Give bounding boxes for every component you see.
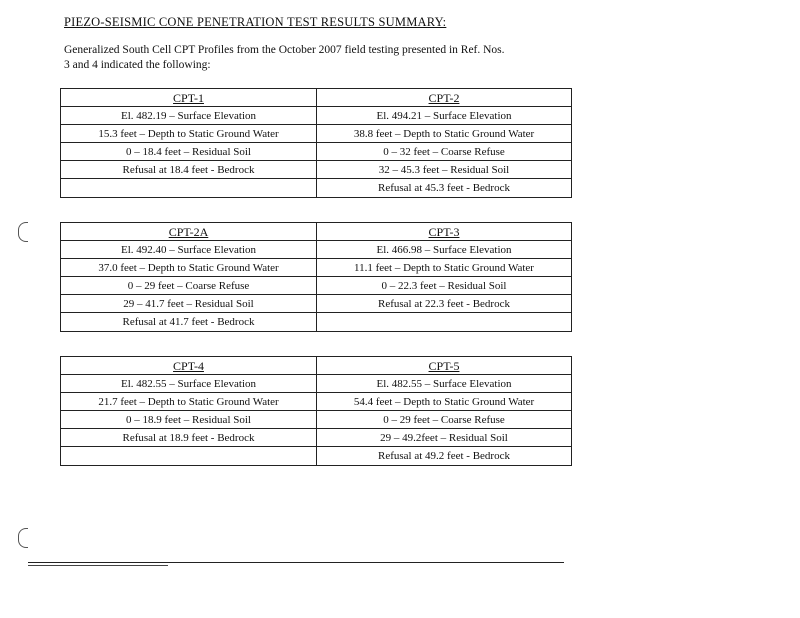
empty-cell xyxy=(317,313,571,331)
ground-water-depth: 54.4 feet – Depth to Static Ground Water xyxy=(317,393,571,411)
ground-water-depth: 38.8 feet – Depth to Static Ground Water xyxy=(317,125,571,143)
refusal-depth: Refusal at 45.3 feet - Bedrock xyxy=(378,182,510,194)
cpt-5-column xyxy=(316,357,571,465)
soil-layer: 32 – 45.3 feet – Residual Soil xyxy=(317,161,571,179)
refuse-layer: 0 – 29 feet – Coarse Refuse xyxy=(61,277,316,295)
surface-elevation: El. 482.19 – Surface Elevation xyxy=(61,107,316,125)
cpt-2-column xyxy=(316,89,571,197)
soil-layer: 29 – 49.2feet – Residual Soil xyxy=(317,429,571,447)
margin-bracket-mark xyxy=(18,528,28,548)
intro-paragraph xyxy=(64,43,554,73)
intro-line-2: 3 and 4 indicated the following: xyxy=(64,59,211,71)
cpt-title: CPT-2 xyxy=(317,89,571,107)
refusal-depth: Refusal at 49.2 feet - Bedrock xyxy=(378,450,510,462)
surface-elevation: El. 492.40 – Surface Elevation xyxy=(61,241,316,259)
ground-water-depth: 37.0 feet – Depth to Static Ground Water xyxy=(61,259,316,277)
cpt-title: CPT-3 xyxy=(317,223,571,241)
page-bottom-rule xyxy=(28,562,564,563)
refusal-depth: Refusal at 22.3 feet - Bedrock xyxy=(317,295,571,313)
cpt-title: CPT-4 xyxy=(61,357,316,375)
cpt-1-column xyxy=(61,89,316,197)
soil-layer: 29 – 41.7 feet – Residual Soil xyxy=(61,295,316,313)
cpt-2a-column xyxy=(61,223,316,331)
empty-cell xyxy=(61,179,316,197)
ground-water-depth: 21.7 feet – Depth to Static Ground Water xyxy=(61,393,316,411)
cpt-title: CPT-1 xyxy=(61,89,316,107)
refuse-layer: 0 – 29 feet – Coarse Refuse xyxy=(317,411,571,429)
soil-layer: 0 – 18.4 feet – Residual Soil xyxy=(61,143,316,161)
surface-elevation: El. 466.98 – Surface Elevation xyxy=(317,241,571,259)
refusal-depth: Refusal at 18.9 feet - Bedrock xyxy=(61,429,316,447)
margin-bracket-mark xyxy=(18,222,28,242)
soil-layer: 0 – 22.3 feet – Residual Soil xyxy=(317,277,571,295)
cpt-table-block-2 xyxy=(60,222,572,332)
surface-elevation: El. 494.21 – Surface Elevation xyxy=(317,107,571,125)
cpt-3-column xyxy=(316,223,571,331)
refusal-depth: Refusal at 18.4 feet - Bedrock xyxy=(61,161,316,179)
soil-layer: 0 – 18.9 feet – Residual Soil xyxy=(61,411,316,429)
ground-water-depth: 11.1 feet – Depth to Static Ground Water xyxy=(317,259,571,277)
cpt-title: CPT-2A xyxy=(61,223,316,241)
intro-line-1: Generalized South Cell CPT Profiles from the October 2007 field testing presented in Ref. Nos. xyxy=(64,44,505,56)
empty-cell xyxy=(61,447,316,465)
cpt-4-column xyxy=(61,357,316,465)
cpt-table-block-3 xyxy=(60,356,572,466)
cpt-table-block-1 xyxy=(60,88,572,198)
cpt-title: CPT-5 xyxy=(317,357,571,375)
refusal-depth: Refusal at 41.7 feet - Bedrock xyxy=(122,316,255,328)
refuse-layer: 0 – 32 feet – Coarse Refuse xyxy=(317,143,571,161)
page-bottom-rule-short xyxy=(28,565,168,566)
ground-water-depth: 15.3 feet – Depth to Static Ground Water xyxy=(61,125,316,143)
surface-elevation: El. 482.55 – Surface Elevation xyxy=(317,375,571,393)
section-heading: PIEZO-SEISMIC CONE PENETRATION TEST RESULTS SUMMARY: xyxy=(64,15,447,29)
surface-elevation: El. 482.55 – Surface Elevation xyxy=(61,375,316,393)
